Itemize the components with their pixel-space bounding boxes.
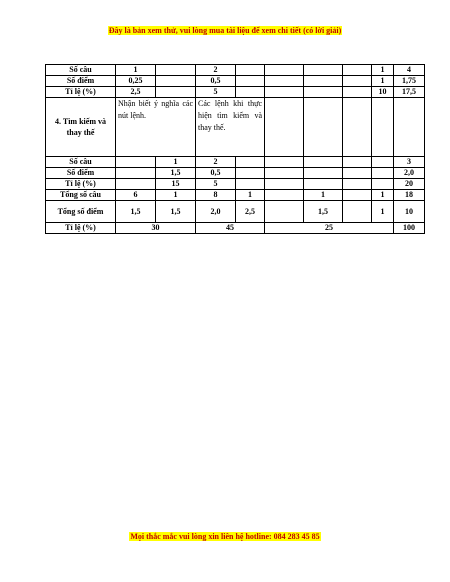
table-cell [304, 168, 343, 179]
table-cell: 1 [156, 157, 196, 168]
table-cell: 2,5 [236, 201, 265, 223]
table-cell [372, 168, 394, 179]
table-row [46, 65, 425, 76]
table-cell: 10 [394, 201, 425, 223]
table-cell [304, 179, 343, 190]
hotline-text: Mọi thắc mắc vui lòng xin liên hệ hotline: 084 283 45 85 [130, 532, 320, 541]
row-label: Số điểm [46, 168, 116, 179]
table-cell: 5 [196, 87, 236, 98]
table-cell: 15 [156, 179, 196, 190]
table-cell [304, 65, 343, 76]
table-cell [265, 168, 304, 179]
table-cell: 1 [372, 201, 394, 223]
table-cell [394, 98, 425, 157]
table-cell [372, 179, 394, 190]
table-cell: 2,0 [394, 168, 425, 179]
table-cell [265, 87, 304, 98]
table-cell [343, 201, 372, 223]
table-cell [343, 168, 372, 179]
table-cell: 4 [394, 65, 425, 76]
row-label: Tổng số điểm [46, 201, 116, 223]
table-cell [116, 157, 156, 168]
table-cell [304, 157, 343, 168]
preview-notice-banner [0, 26, 450, 35]
table-row [46, 190, 425, 201]
table-cell: 1,5 [304, 201, 343, 223]
table-cell: 1 [156, 190, 196, 201]
table-cell: 3 [394, 157, 425, 168]
exam-matrix-table [45, 64, 425, 234]
table-cell: 5 [196, 179, 236, 190]
table-row [46, 76, 425, 87]
table-cell [265, 157, 304, 168]
table-cell: 17,5 [394, 87, 425, 98]
table-cell: 18 [394, 190, 425, 201]
topic-description-understanding: Các lệnh khi thực hiện tìm kiếm và thay thế. [196, 98, 265, 157]
table-cell: 20 [394, 179, 425, 190]
row-label: Số câu [46, 65, 116, 76]
table-cell [343, 179, 372, 190]
row-label: Số điểm [46, 76, 116, 87]
table-cell: 1 [304, 190, 343, 201]
table-cell: 25 [265, 223, 394, 234]
table-cell [265, 98, 304, 157]
row-label: Tỉ lệ (%) [46, 179, 116, 190]
table-cell: 0,25 [116, 76, 156, 87]
table-cell [265, 179, 304, 190]
table-cell [304, 87, 343, 98]
table-cell: 2,5 [116, 87, 156, 98]
table-row [46, 179, 425, 190]
table-cell [236, 76, 265, 87]
table-cell [343, 157, 372, 168]
table-cell [343, 190, 372, 201]
table-cell [265, 65, 304, 76]
row-label: Tổng số câu [46, 190, 116, 201]
table-cell [156, 87, 196, 98]
table-cell [156, 65, 196, 76]
topic-label: 4. Tìm kiếm và thay thế [46, 98, 116, 157]
table-cell: 1 [372, 76, 394, 87]
table-cell: 1,5 [156, 168, 196, 179]
table-row [46, 201, 425, 223]
table-cell: 2 [196, 157, 236, 168]
table-cell: 1 [236, 190, 265, 201]
table-row [46, 168, 425, 179]
row-label: Tỉ lệ (%) [46, 87, 116, 98]
table-cell [116, 168, 156, 179]
table-cell [116, 179, 156, 190]
table-cell: 1 [116, 65, 156, 76]
table-cell [265, 201, 304, 223]
table-cell: 100 [394, 223, 425, 234]
table-cell: 2,0 [196, 201, 236, 223]
table-cell [265, 190, 304, 201]
hotline-banner [0, 532, 450, 541]
table-cell [343, 98, 372, 157]
table-cell [236, 157, 265, 168]
table-cell [304, 98, 343, 157]
table-cell: 0,5 [196, 168, 236, 179]
table-cell [304, 76, 343, 87]
table-cell [372, 157, 394, 168]
table-cell: 0,5 [196, 76, 236, 87]
table-cell: 1 [372, 65, 394, 76]
preview-notice-text: Đây là bản xem thử, vui lòng mua tài liệu để xem chi tiết (có lời giải) [108, 26, 342, 35]
row-label: Số câu [46, 157, 116, 168]
table-cell [372, 98, 394, 157]
table-row [46, 87, 425, 98]
table-row [46, 223, 425, 234]
table-cell: 1,5 [116, 201, 156, 223]
table-row [46, 98, 425, 157]
table-cell: 8 [196, 190, 236, 201]
row-label: Tỉ lệ (%) [46, 223, 116, 234]
table-cell: 10 [372, 87, 394, 98]
table-cell [343, 76, 372, 87]
table-cell [265, 76, 304, 87]
table-cell [236, 179, 265, 190]
table-cell: 30 [116, 223, 196, 234]
table-cell [236, 168, 265, 179]
table-row [46, 157, 425, 168]
table-cell: 1,75 [394, 76, 425, 87]
table-cell: 2 [196, 65, 236, 76]
topic-description-recognition: Nhận biết ý nghĩa các nút lệnh. [116, 98, 196, 157]
table-cell [343, 87, 372, 98]
table-cell: 45 [196, 223, 265, 234]
table-cell [236, 87, 265, 98]
table-cell: 1 [372, 190, 394, 201]
table-cell [343, 65, 372, 76]
table-cell: 1,5 [156, 201, 196, 223]
table-cell: 6 [116, 190, 156, 201]
table-cell [236, 65, 265, 76]
table-cell [156, 76, 196, 87]
